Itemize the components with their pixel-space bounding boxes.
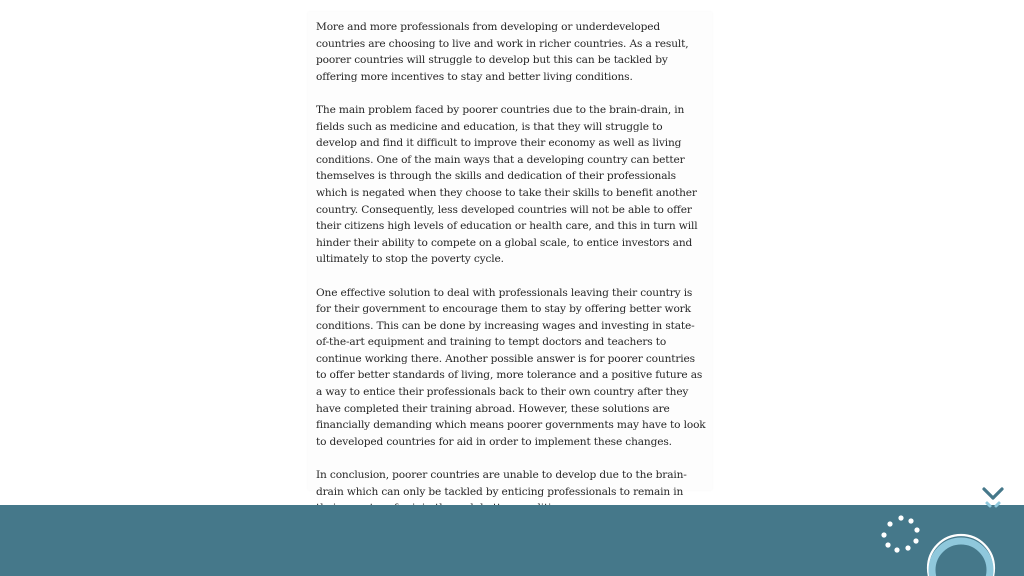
essay-paragraph-solution: One effective solution to deal with professionals leaving their country is for their government to encourage them to stay by offering better work conditions. This can be done by increasing wages and investing in state-of-the-art equipment and training to tempt doctors and teachers to continue working there. Another possible answer is for poorer countries to offer better standards of living, more tolerance and a positive future as a way to entice their professionals back to their own country after they have completed their training abroad. However, these solutions are financially demanding which means poorer governments may have to look to developed countries for aid in order to implement these changes. bbox=[316, 286, 706, 448]
essay-paragraph-intro: More and more professionals from developing or underdeveloped countries are choosing to live and work in richer countries. As a result, poorer countries will struggle to develop but this can be tackled by offering more incentives to stay and better living conditions. bbox=[316, 21, 689, 83]
essay-text bbox=[316, 19, 706, 533]
footer-band bbox=[0, 505, 1024, 576]
chevron-down-icon bbox=[984, 489, 1002, 506]
essay-paragraph-conclusion: In conclusion, poorer countries are unable to develop due to the brain-drain which can only be tackled by enticing professionals to remain in bbox=[316, 469, 687, 498]
essay-paragraph-problem: The main problem faced by poorer countries due to the brain-drain, in fields such as medicine and education, is that they will struggle to develop and find it difficult to improve their economy as well as living conditions. One of the main ways that a developing country can better themselves is through the skills and dedication of their professionals which is negated when they choose to take their skills to benefit another country. Consequently, less developed countries will not be able to offer their citizens high levels of education or health care, and this in turn will hinder their ability to compete on a global scale, to entice investors and ultimately to stop the poverty cycle. bbox=[316, 103, 698, 266]
